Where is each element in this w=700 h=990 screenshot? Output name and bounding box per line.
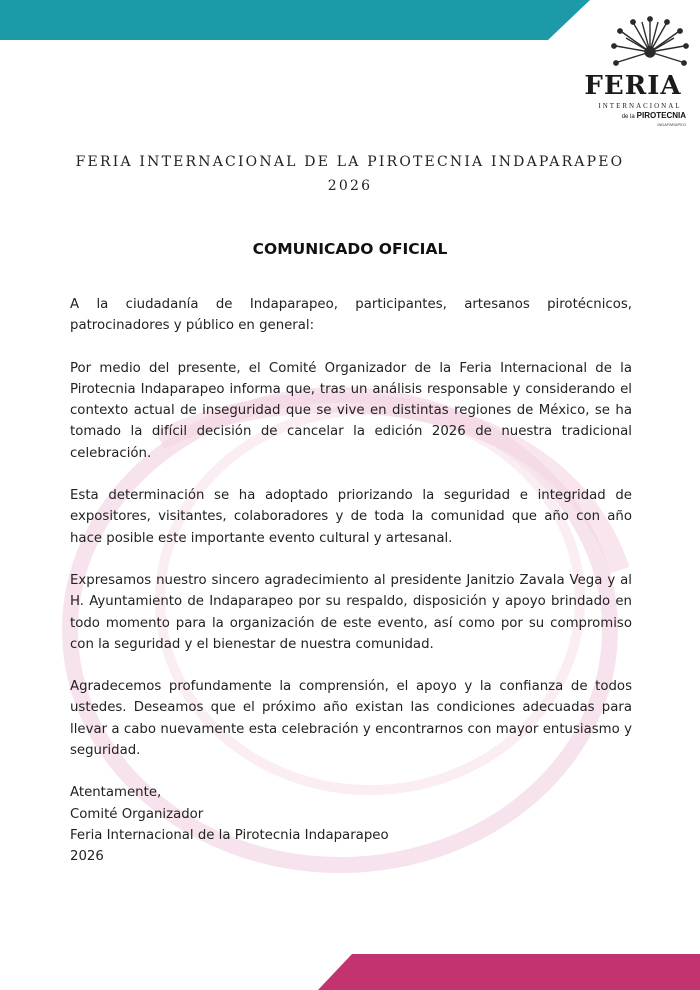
logo-subtitle-3: INDAPARAPEO (657, 122, 686, 127)
title-line-2: 2026 (327, 178, 373, 194)
logo-wordmark: FERIA (584, 71, 682, 101)
communique-heading: COMUNICADO OFICIAL (252, 240, 448, 258)
document-title (0, 150, 700, 198)
paragraph-closing: Agradecemos profundamente la comprensión, el apoyo y la confianza de todos ustedes. Deseamos que el próximo año existan las condiciones adecuadas para llevar a cabo nuevamente esta celebración y encontrarnos con mayor entusiasmo y seguridad. (70, 679, 632, 759)
paragraph-thanks: Expresamos nuestro sincero agradecimiento al presidente Janitzio Zavala Vega y al H. Ayuntamiento de Indaparapeo por su respaldo, disposición y apoyo brindado en todo momento para la organización de este evento, así como por su compromiso con la seguridad y el bienestar de nuestra comunidad. (70, 572, 632, 652)
title-line-1: FERIA INTERNACIONAL DE LA PIROTECNIA INDAPARAPEO (75, 154, 625, 170)
signature-event: Feria Internacional de la Pirotecnia Indaparapeo (70, 827, 389, 843)
logo-subtitle-1: INTERNACIONAL (598, 102, 682, 110)
signature-org: Comité Organizador (70, 806, 204, 822)
logo-subtitle-small: de la (621, 114, 635, 120)
letter-body (70, 294, 632, 868)
paragraph-greeting: A la ciudadanía de Indaparapeo, participantes, artesanos pirotécnicos, patrocinadores y público en general: (70, 297, 632, 334)
paragraph-announcement: Por medio del presente, el Comité Organizador de la Feria Internacional de la Pirotecnia Indaparapeo informa que, tras un análisis responsable y considerando el contexto actual de inseguridad que se vive en distintas regiones de México, se ha tomado la difícil decisión de cancelar la edición 2026 de nuestra tradicional celebración. (70, 360, 632, 461)
bottom-accent-bar (0, 950, 700, 990)
logo-subtitle-2 (576, 111, 686, 120)
feria-logo (570, 14, 690, 127)
paragraph-determination: Esta determinación se ha adoptado priorizando la seguridad e integridad de expositores, visitantes, colaboradores y de toda la comunidad que año con año hace posible este importante evento cultural y artesanal. (70, 488, 632, 546)
logo-subtitle-main: PIROTECNIA (636, 111, 686, 120)
signature-block (70, 782, 632, 867)
signature-closing: Atentamente, (70, 785, 162, 801)
signature-year: 2026 (70, 849, 104, 865)
